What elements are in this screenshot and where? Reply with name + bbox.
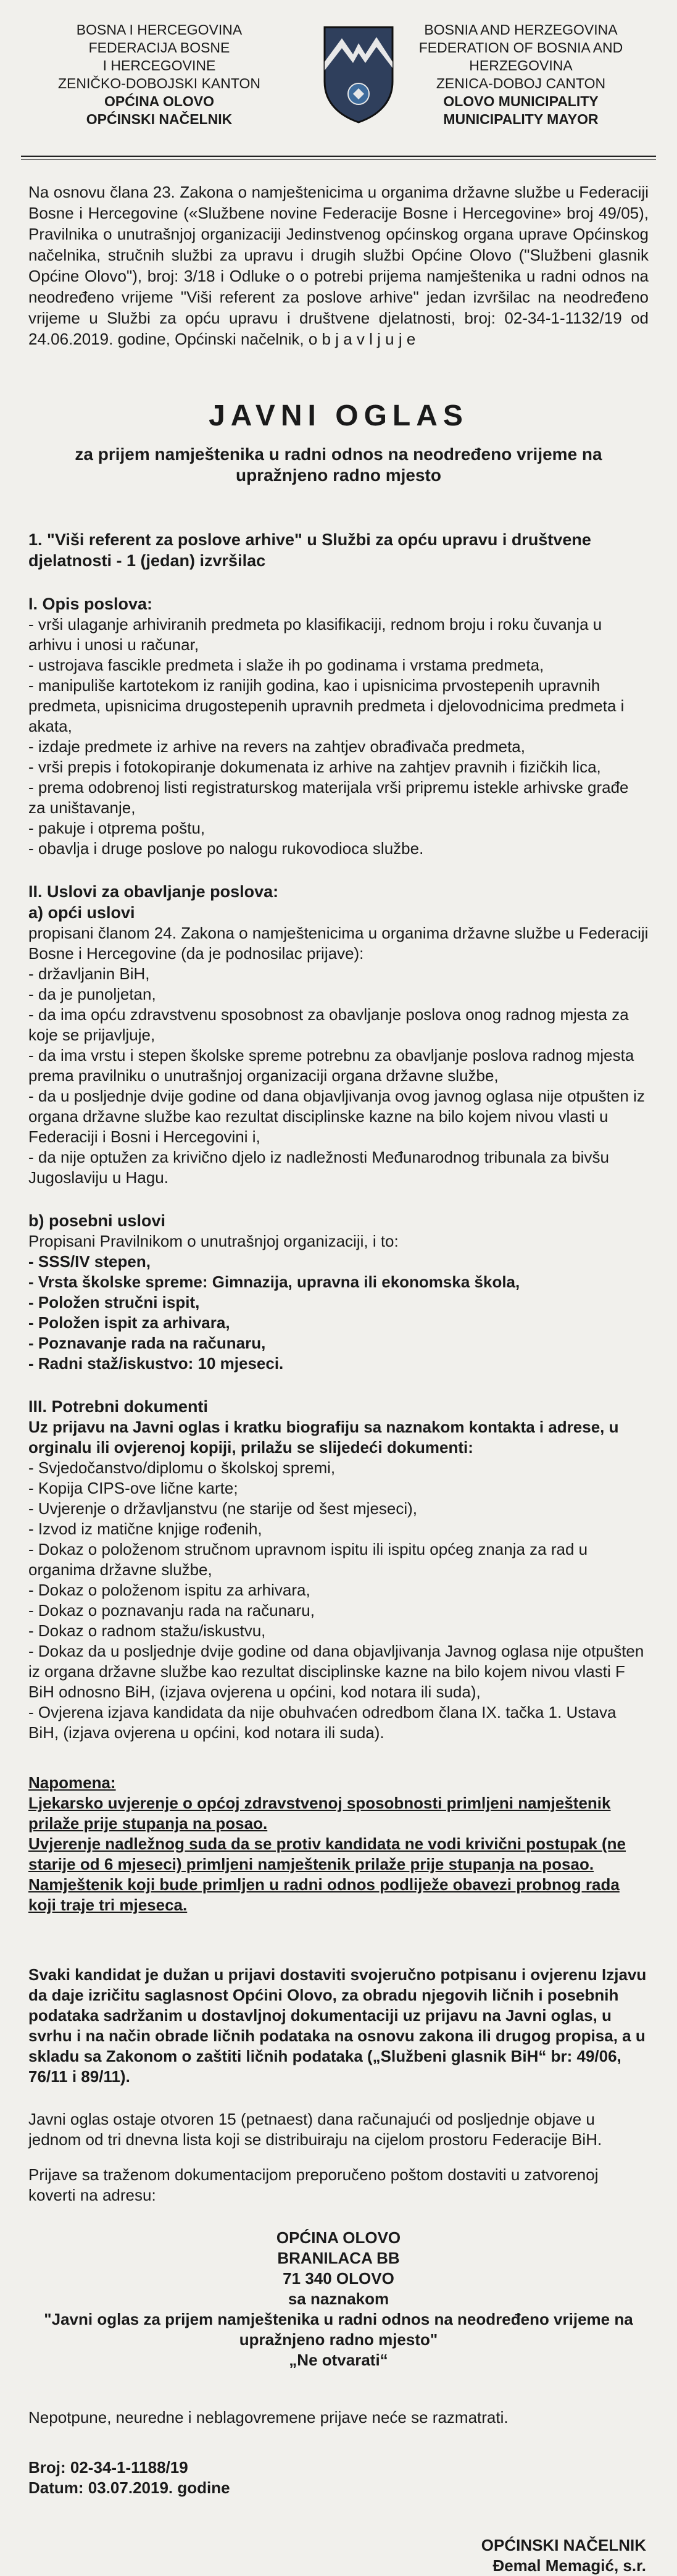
address-line: OPĆINA OLOVO [276,2228,401,2247]
list-item: - Poznavanje rada na računaru, [28,1334,266,1352]
list-item: - pakuje i otprema poštu, [28,819,206,837]
header-line: FEDERATION OF BOSNIA AND [418,40,623,56]
position-title: 1. "Viši referent za poslove arhive" u Službi za opću upravu i društvene djelatnosti - 1 (jedan) izvršilac [28,530,591,570]
list-item: - SSS/IV stepen, [28,1252,151,1271]
signature-block [28,2535,649,2576]
address-line: sa naznakom [288,2290,389,2308]
header-line: MUNICIPALITY MAYOR [443,111,599,127]
letterhead-english [401,21,641,128]
list-item: - Dokaz da u posljednje dvije godine od dana objavljivanja Javnog oglasa nije otpušten iz organa državne službe kao rezultat disciplinske kazne na bilo kojem nivou vlasti F BiH odnosno BiH, (izjava ovjerena u općini, kod notara ili suda), [28,1642,644,1701]
list-item: - Ovjerena izjava kandidata da nije obuhvaćen odredbom člana IX. tačka 1. Ustava BiH, (izjava ovjerena u općini, kod notara ili suda). [28,1703,617,1742]
list-item: - Dokaz o položenom ispitu za arhivara, [28,1581,310,1599]
header-line: HERZEGOVINA [469,57,573,73]
announcement-body [21,529,656,2576]
header-line: OLOVO MUNICIPALITY [443,93,599,109]
list-item: - da u posljednje dvije godine od dana objavljivanja ovog javnog oglasa nije otpušten iz organa državne službe kao rezultat disciplinske kazne na bilo kojem nivou vlasti u Federaciji i Bosni i Hercegovini i, [28,1087,645,1146]
special-conditions-list [28,1252,649,1374]
list-item: - izdaje predmete iz arhive na revers na zahtjev obrađivača predmeta, [28,737,525,756]
letterhead-bosnian [42,21,276,128]
list-item: - Svjedočanstvo/diplomu o školskoj spremi, [28,1458,336,1477]
announcement-subtitle: za prijem namještenika u radni odnos na neodređeno vrijeme na upražnjeno radno mjesto [75,445,602,485]
list-item: - vrši ulaganje arhiviranih predmeta po klasifikaciji, rednom broju i roku čuvanja u arhivu i unosi u računar, [28,615,602,654]
address-line: BRANILACA BB [277,2249,400,2267]
header-line: FEDERACIJA BOSNE [88,40,230,56]
general-conditions-intro: propisani članom 24. Zakona o namještenicima u organima državne službe u Federaciji Bosne i Hercegovine (da je podnosilac prijave): [28,924,649,963]
list-item: - Kopija CIPS-ove lične karte; [28,1479,238,1497]
job-duties-list [28,614,649,859]
olovo-coat-of-arms-icon [321,25,396,123]
documents-intro: Uz prijavu na Javni oglas i kratku biografiju sa naznakom kontakta i adrese, u orginalu ili ovjerenoj kopiji, prilažu se slijedeći dokumenti: [28,1418,619,1457]
header-divider [21,159,656,160]
header-line: ZENICA-DOBOJ CANTON [436,75,606,91]
list-item: - Radni staž/iskustvo: 10 mjeseci. [28,1354,284,1373]
list-item: - da nije optužen za krivično djelo iz nadležnosti Međunarodnog tribunala za bivšu Jugoslaviju u Hagu. [28,1148,609,1187]
header-line: OPĆINA OLOVO [104,93,215,109]
note-line: Uvjerenje nadležnog suda da se protiv kandidata ne vodi krivični postupak (ne starije od 6 mjeseci) primljeni namještenik prilaže prije stupanja na posao. [28,1834,626,1873]
section-heading: I. Opis poslova: [28,595,153,613]
address-line: „Ne otvarati“ [289,2351,388,2369]
list-item: - Dokaz o radnom stažu/iskustvu, [28,1621,266,1640]
header-line: OPĆINSKI NAČELNIK [86,111,233,127]
header-line: ZENIČKO-DOBOJSKI KANTON [57,75,260,91]
address-line: "Javni oglas za prijem namještenika u radni odnos na neodređeno vrijeme na upražnjeno radno mjesto" [44,2310,633,2349]
special-conditions-intro: Propisani Pravilnikom o unutrašnjoj organizaciji, i to: [28,1232,399,1250]
list-item: - da ima vrstu i stepen školske spreme potrebnu za obavljanje poslova radnog mjesta prema pravilniku o unutrašnjoj organizaciji organa državne službe, [28,1046,634,1085]
list-item: - Položen ispit za arhivara, [28,1313,230,1332]
list-item: - Dokaz o poznavanju rada na računaru, [28,1601,315,1620]
signatory-name: Đemal Memagić, s.r. [492,2556,646,2575]
legal-basis-paragraph: Na osnovu člana 23. Zakona o namještenicima u organima državne službe u Federaciji Bosne i Hercegovine («Službene novine Federacije Bosne i Hercegovine» broj 49/05), Pravilnika o unutrašnjoj organizaciji Jedinstvenog općinskog organa uprave Općinskog načelnika, stručnih službi za upravu i drugih službi Općine Olovo ("Službeni glasnik Općine Olovo"), broj: 3/18 i Odluke o o potrebi prijema namještenika u radni odnos na neodređeno vrijeme "Viši referent za poslove arhive" jedan izvršilac na neodređeno vrijeme u Službi za opću upravu i društvene djelatnosti, broj: 02-34-1-1132/19 od 24.06.2019. godine, Općinski načelnik, o b j a v l j u j e [28,183,649,348]
list-item: - Dokaz o položenom stručnom upravnom ispitu ili ispitu općeg znanja za rad u organima državne službe, [28,1540,588,1579]
address-line: 71 340 OLOVO [283,2269,394,2288]
documents-list [28,1458,649,1743]
list-item: - vrši prepis i fotokopiranje dokumenata iz arhive na zahtjev pravnih i fizičkih lica, [28,758,601,776]
header-line: I HERCEGOVINE [102,57,216,73]
list-item: - Vrsta školske spreme: Gimnazija, upravna ili ekonomska škola, [28,1273,520,1291]
general-conditions-list [28,964,649,1188]
signatory-title: OPĆINSKI NAČELNIK [481,2536,646,2554]
list-item: - obavlja i druge poslove po nalogu rukovodioca službe. [28,839,424,858]
list-item: - da ima opću zdravstvenu sposobnost za obavljanje poslova onog radnog mjesta za koje se prijavljuje, [28,1005,629,1044]
section-heading: III. Potrebni dokumenti [28,1397,209,1416]
list-item: - Položen stručni ispit, [28,1293,200,1311]
letterhead [21,0,656,162]
list-item: - državljanin BiH, [28,964,150,983]
list-item: - Izvod iz matične knjige rođenih, [28,1520,262,1538]
note-line: Namještenik koji bude primljen u radni odnos podliježe obavezi probnog rada koji traje tri mjeseca. [28,1875,620,1914]
list-item: - ustrojava fascikle predmeta i slaže ih po godinama i vrstama predmeta, [28,656,544,674]
subsection-heading: b) posebni uslovi [28,1211,166,1230]
subsection-heading: a) opći uslovi [28,903,135,922]
document-date: Datum: 03.07.2019. godine [28,2478,230,2497]
note-heading: Napomena: [28,1773,116,1792]
header-line: BOSNIA AND HERZEGOVINA [424,22,618,38]
incomplete-notice: Nepotpune, neuredne i neblagovremene prijave neće se razmatrati. [28,2408,509,2427]
note-line: Ljekarsko uvjerenje o općoj zdravstvenoj sposobnosti primljeni namještenik prilaže prije stupanja na posao. [28,1794,611,1833]
open-period-text: Javni oglas ostaje otvoren 15 (petnaest) dana računajući od posljednje objave u jednom od tri dnevna lista koji se distribuiraju na cijelom prostoru Federacije BiH. [28,2110,602,2149]
reference-number: Broj: 02-34-1-1188/19 [28,2458,188,2477]
announcement-title: JAVNI OGLAS [209,399,468,432]
consent-statement: Svaki kandidat je dužan u prijavi dostaviti svojeručno potpisanu i ovjerenu Izjavu da daje izričitu saglasnost Općini Olovo, za obradu njegovih ličnih i posebnih podataka sadržanim u dostavljnoj dokumentaciji uz prijavu na Javni oglas, u svrhu i na način obrade ličnih podataka na osnovu zakona ili drugog propisa, a u skladu sa Zakonom o zaštiti ličnih podataka („Službeni glasnik BiH“ br: 49/06, 76/11 i 89/11). [28,1965,647,2086]
header-line: BOSNA I HERCEGOVINA [76,22,243,38]
mailing-address [28,2228,649,2370]
section-heading: II. Uslovi za obavljanje poslova: [28,882,279,901]
header-divider [21,156,656,157]
list-item: - prema odobrenoj listi registraturskog materijala vrši pripremu istekle arhivske građe za uništavanje, [28,778,629,817]
list-item: - da je punoljetan, [28,985,156,1003]
list-item: - Uvjerenje o državljanstvu (ne starije od šest mjeseci), [28,1499,418,1518]
list-item: - manipuliše kartotekom iz ranijih godina, kao i upisnicima prvostepenih upravnih predmeta, upisnicima drugostepenih upravnih predmeta i djelovodnicima predmeta i akata, [28,676,625,735]
submission-text: Prijave sa traženom dokumentacijom preporučeno poštom dostaviti u zatvorenoj koverti na adresu: [28,2165,599,2204]
